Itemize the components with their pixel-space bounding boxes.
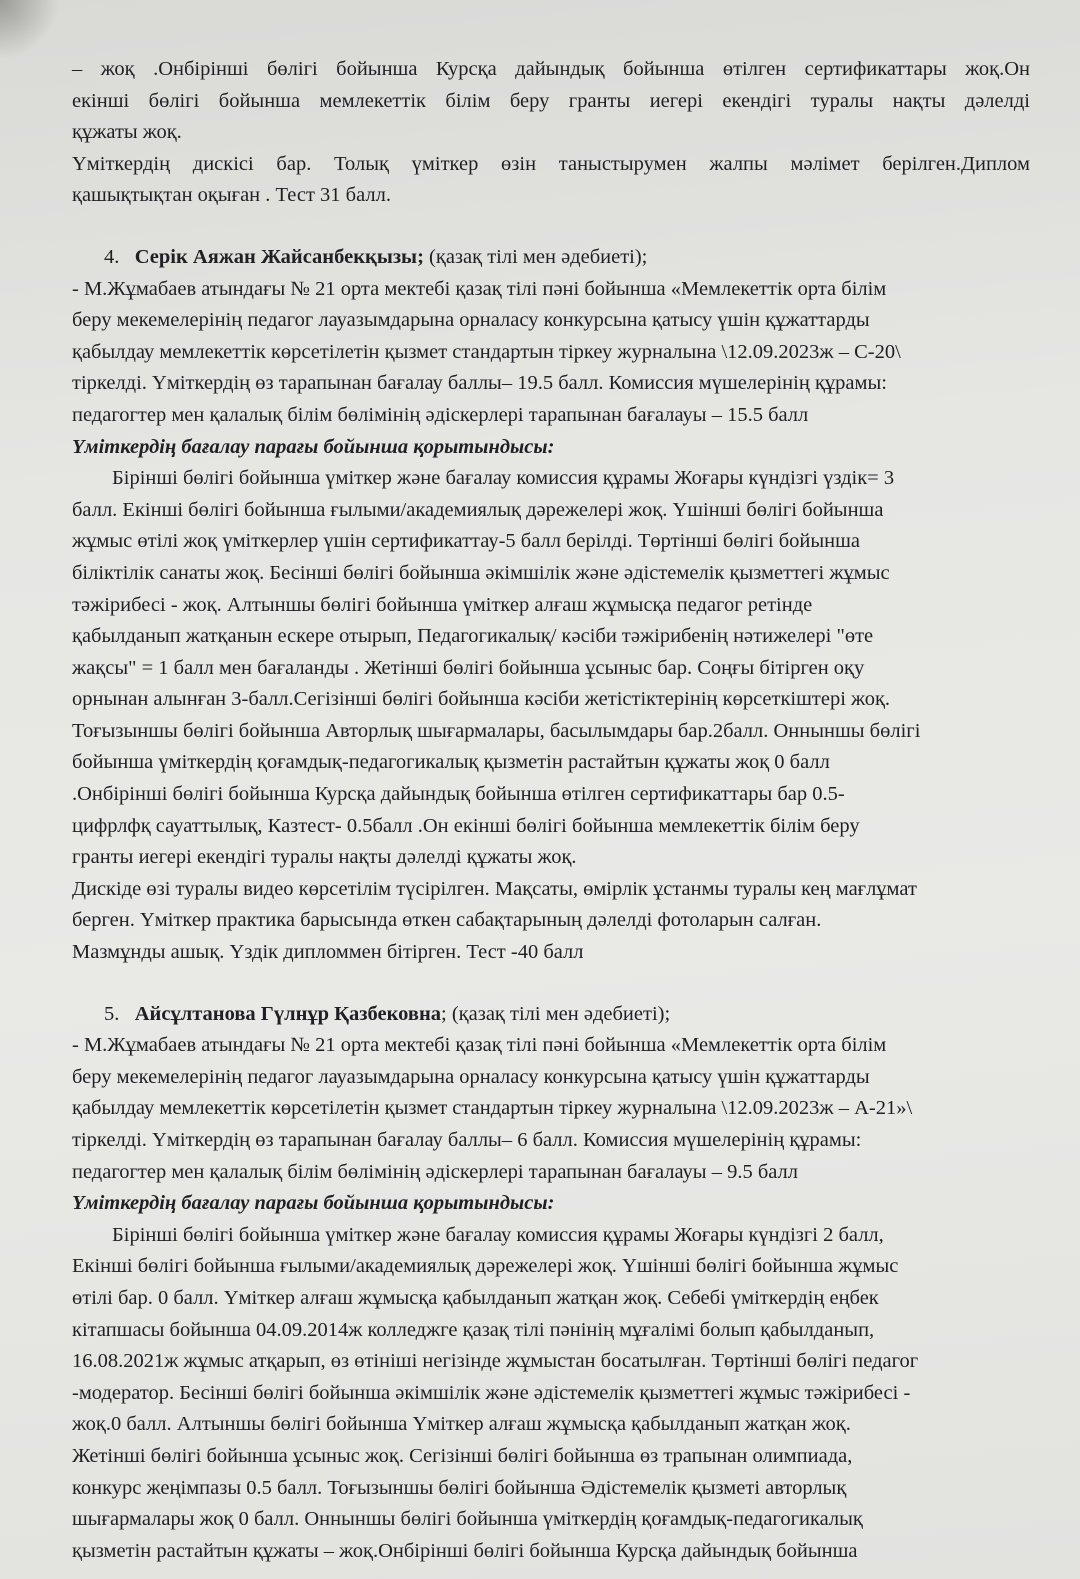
intro-line: – жоқ .Онбірінші бөлігі бойынша Курсқа дайындық бойынша өтілген сертификаттары жоқ.Он	[72, 58, 1030, 80]
registration-line: қабылдау мемлекеттік көрсетілетін қызмет стандартын тіркеу журналына \12.09.2023ж – С-20\	[72, 340, 901, 363]
intro-section	[72, 54, 1030, 212]
intro-line: екінші бөлігі бойынша мемлекеттік білім беру гранты иегері екендігі туралы нақты дәлелді	[72, 89, 1030, 112]
candidate-5-heading	[72, 999, 1030, 1031]
registration-line: беру мекемелерінің педагог лауазымдарына орналасу конкурсына қатысу үшін құжаттарды	[72, 1065, 870, 1088]
summary-line: цифрлфқ сауаттылық, Казтест- 0.5балл .Он екінші бөлігі бойынша мемлекеттік білім беру	[72, 814, 860, 837]
intro-line: қашықтықтан оқыған . Тест 31 балл.	[72, 184, 391, 207]
summary-line: кітапшасы бойынша 04.09.2014ж колледжге қазақ тілі пәнінің мұғалімі болып қабылданып,	[72, 1318, 875, 1341]
summary-line: 16.08.2021ж жұмыс атқарып, өз өтініші негізінде жұмыстан босатылған. Төртінші бөлігі педагог	[72, 1350, 919, 1373]
summary-line: тәжірибесі - жоқ. Алтыншы бөлігі бойынша үміткер алғаш жұмысқа педагог ретінде	[72, 593, 813, 616]
paper-shadow	[0, 0, 60, 60]
candidate-name: Айсұлтанова Гүлнұр Қазбековна	[134, 1002, 442, 1025]
registration-line: тіркелді. Үміткердің өз тарапынан бағалау баллы– 19.5 балл. Комиссия мүшелерінің құрамы:	[72, 372, 887, 395]
summary-line: Жетінші бөлігі бойынша ұсыныс жоқ. Сегізінші бөлігі бойынша өз трапынан олимпиада,	[72, 1444, 853, 1467]
summary-line: шығармалары жоқ 0 балл. Онныншы бөлігі бойынша үміткердің қоғамдық-педагогикалық	[72, 1508, 863, 1531]
intro-line: Үміткердің дискісі бар. Толық үміткер өзін таныстырумен жалпы мәлімет берілген.Диплом	[72, 152, 1030, 175]
candidate-subject: ; (қазақ тілі мен әдебиеті);	[441, 1002, 671, 1025]
summary-line: Екінші бөлігі бойынша ғылыми/академиялық дәрежелері жоқ. Үшінші бөлігі бойынша жұмыс	[72, 1255, 899, 1278]
intro-line: құжаты жоқ.	[72, 121, 182, 144]
summary-heading: Үміткердің бағалау парағы бойынша қорытындысы:	[72, 435, 555, 458]
summary-line: .Онбірінші бөлігі бойынша Курсқа дайындық бойынша өтілген сертификаттары бар 0.5-	[72, 783, 845, 806]
candidate-number: 5.	[104, 1002, 120, 1025]
summary-line: орнынан алынған 3-балл.Сегізінші бөлігі бойынша кәсіби жетістіктерінің көрсеткіштері жоқ.	[72, 688, 891, 711]
registration-line: педагогтер мен қалалық білім бөлімінің әдіскерлері тарапынан бағалауы – 9.5 балл	[72, 1160, 798, 1183]
registration-line: беру мекемелерінің педагог лауазымдарына орналасу конкурсына қатысу үшін құжаттарды	[72, 309, 870, 332]
summary-line: қызметін растайтын құжаты – жоқ.Онбірінші бөлігі бойынша Курсқа дайындық бойынша	[72, 1539, 858, 1562]
summary-line: берген. Үміткер практика барысында өткен сабақтарының дәлелді фотоларын салған.	[72, 909, 822, 932]
summary-line: -модератор. Бесінші бөлігі бойынша әкімшілік және әдістемелік қызметтегі жұмыс тәжірибесі -	[72, 1381, 911, 1404]
summary-line: Мазмұнды ашық. Үздік дипломмен бітірген. Тест -40 балл	[72, 941, 584, 964]
summary-line: жақсы" = 1 балл мен бағаланды . Жетінші бөлігі бойынша ұсыныс бар. Соңғы бітірген оқу	[72, 656, 865, 679]
summary-line: гранты иегері екендігі туралы нақты дәлелді құжаты жоқ.	[72, 846, 577, 869]
summary-heading: Үміткердің бағалау парағы бойынша қорытындысы:	[72, 1192, 555, 1215]
summary-line: конкурс жеңімпазы 0.5 балл. Тоғызыншы бөлігі бойынша Әдістемелік қызметі авторлық	[72, 1476, 847, 1499]
candidate-subject: (қазақ тілі мен әдебиеті);	[423, 245, 648, 268]
summary-line: бойынша үміткердің қоғамдық-педагогикалық қызметін растайтын құжаты жоқ 0 балл	[72, 751, 830, 774]
summary-line: Тоғызыншы бөлігі бойынша Авторлық шығармалары, басылымдары бар.2балл. Онныншы бөлігі	[72, 719, 921, 742]
registration-line: - М.Жұмабаев атындағы № 21 орта мектебі қазақ тілі пәні бойынша «Мемлекеттік орта білім	[72, 277, 887, 300]
summary-line: Бірінші бөлігі бойынша үміткер және бағалау комиссия құрамы Жоғары күндізгі үздік= 3	[112, 467, 895, 490]
summary-line: өтілі бар. 0 балл. Үміткер алғаш жұмысқа қабылданып жатқан жоқ. Себебі үміткердің еңбек	[72, 1286, 879, 1309]
summary-line: жұмыс өтілі жоқ үміткерлер үшін сертификаттау-5 балл берілді. Төртінші бөлігі бойынша	[72, 530, 860, 553]
candidate-5-section	[72, 999, 1030, 1568]
registration-line: - М.Жұмабаев атындағы № 21 орта мектебі қазақ тілі пәні бойынша «Мемлекеттік орта білім	[72, 1034, 887, 1057]
registration-line: қабылдау мемлекеттік көрсетілетін қызмет стандартын тіркеу журналына \12.09.2023ж – А-21»\	[72, 1097, 913, 1120]
summary-line: жоқ.0 балл. Алтыншы бөлігі бойынша Үміткер алғаш жұмысқа қабылданып жатқан жоқ.	[72, 1413, 851, 1436]
summary-line: балл. Екінші бөлігі бойынша ғылыми/академиялық дәрежелері жоқ. Үшінші бөлігі бойынша	[72, 498, 884, 521]
candidate-4-heading	[72, 242, 1030, 274]
candidate-name: Серік Аяжан Жайсанбекқызы;	[134, 245, 424, 268]
registration-line: педагогтер мен қалалық білім бөлімінің әдіскерлері тарапынан бағалауы – 15.5 балл	[72, 403, 809, 426]
candidate-number: 4.	[104, 245, 120, 268]
summary-line: қабылданып жатқанын ескере отырып, Педагогикалық/ кәсіби тәжірибенің нәтижелері "өте	[72, 625, 874, 648]
candidate-4-section	[72, 242, 1030, 969]
registration-line: тіркелді. Үміткердің өз тарапынан бағалау баллы– 6 балл. Комиссия мүшелерінің құрамы:	[72, 1129, 862, 1151]
summary-line: біліктілік санаты жоқ. Бесінші бөлігі бойынша әкімшілік және әдістемелік қызметтегі жұмыс	[72, 561, 890, 584]
summary-line: Дискіде өзі туралы видео көрсетілім түсірілген. Мақсаты, өмірлік ұстанмы туралы кең мағлұмат	[72, 877, 917, 900]
summary-line: Бірінші бөлігі бойынша үміткер және бағалау комиссия құрамы Жоғары күндізгі 2 балл,	[112, 1223, 884, 1246]
